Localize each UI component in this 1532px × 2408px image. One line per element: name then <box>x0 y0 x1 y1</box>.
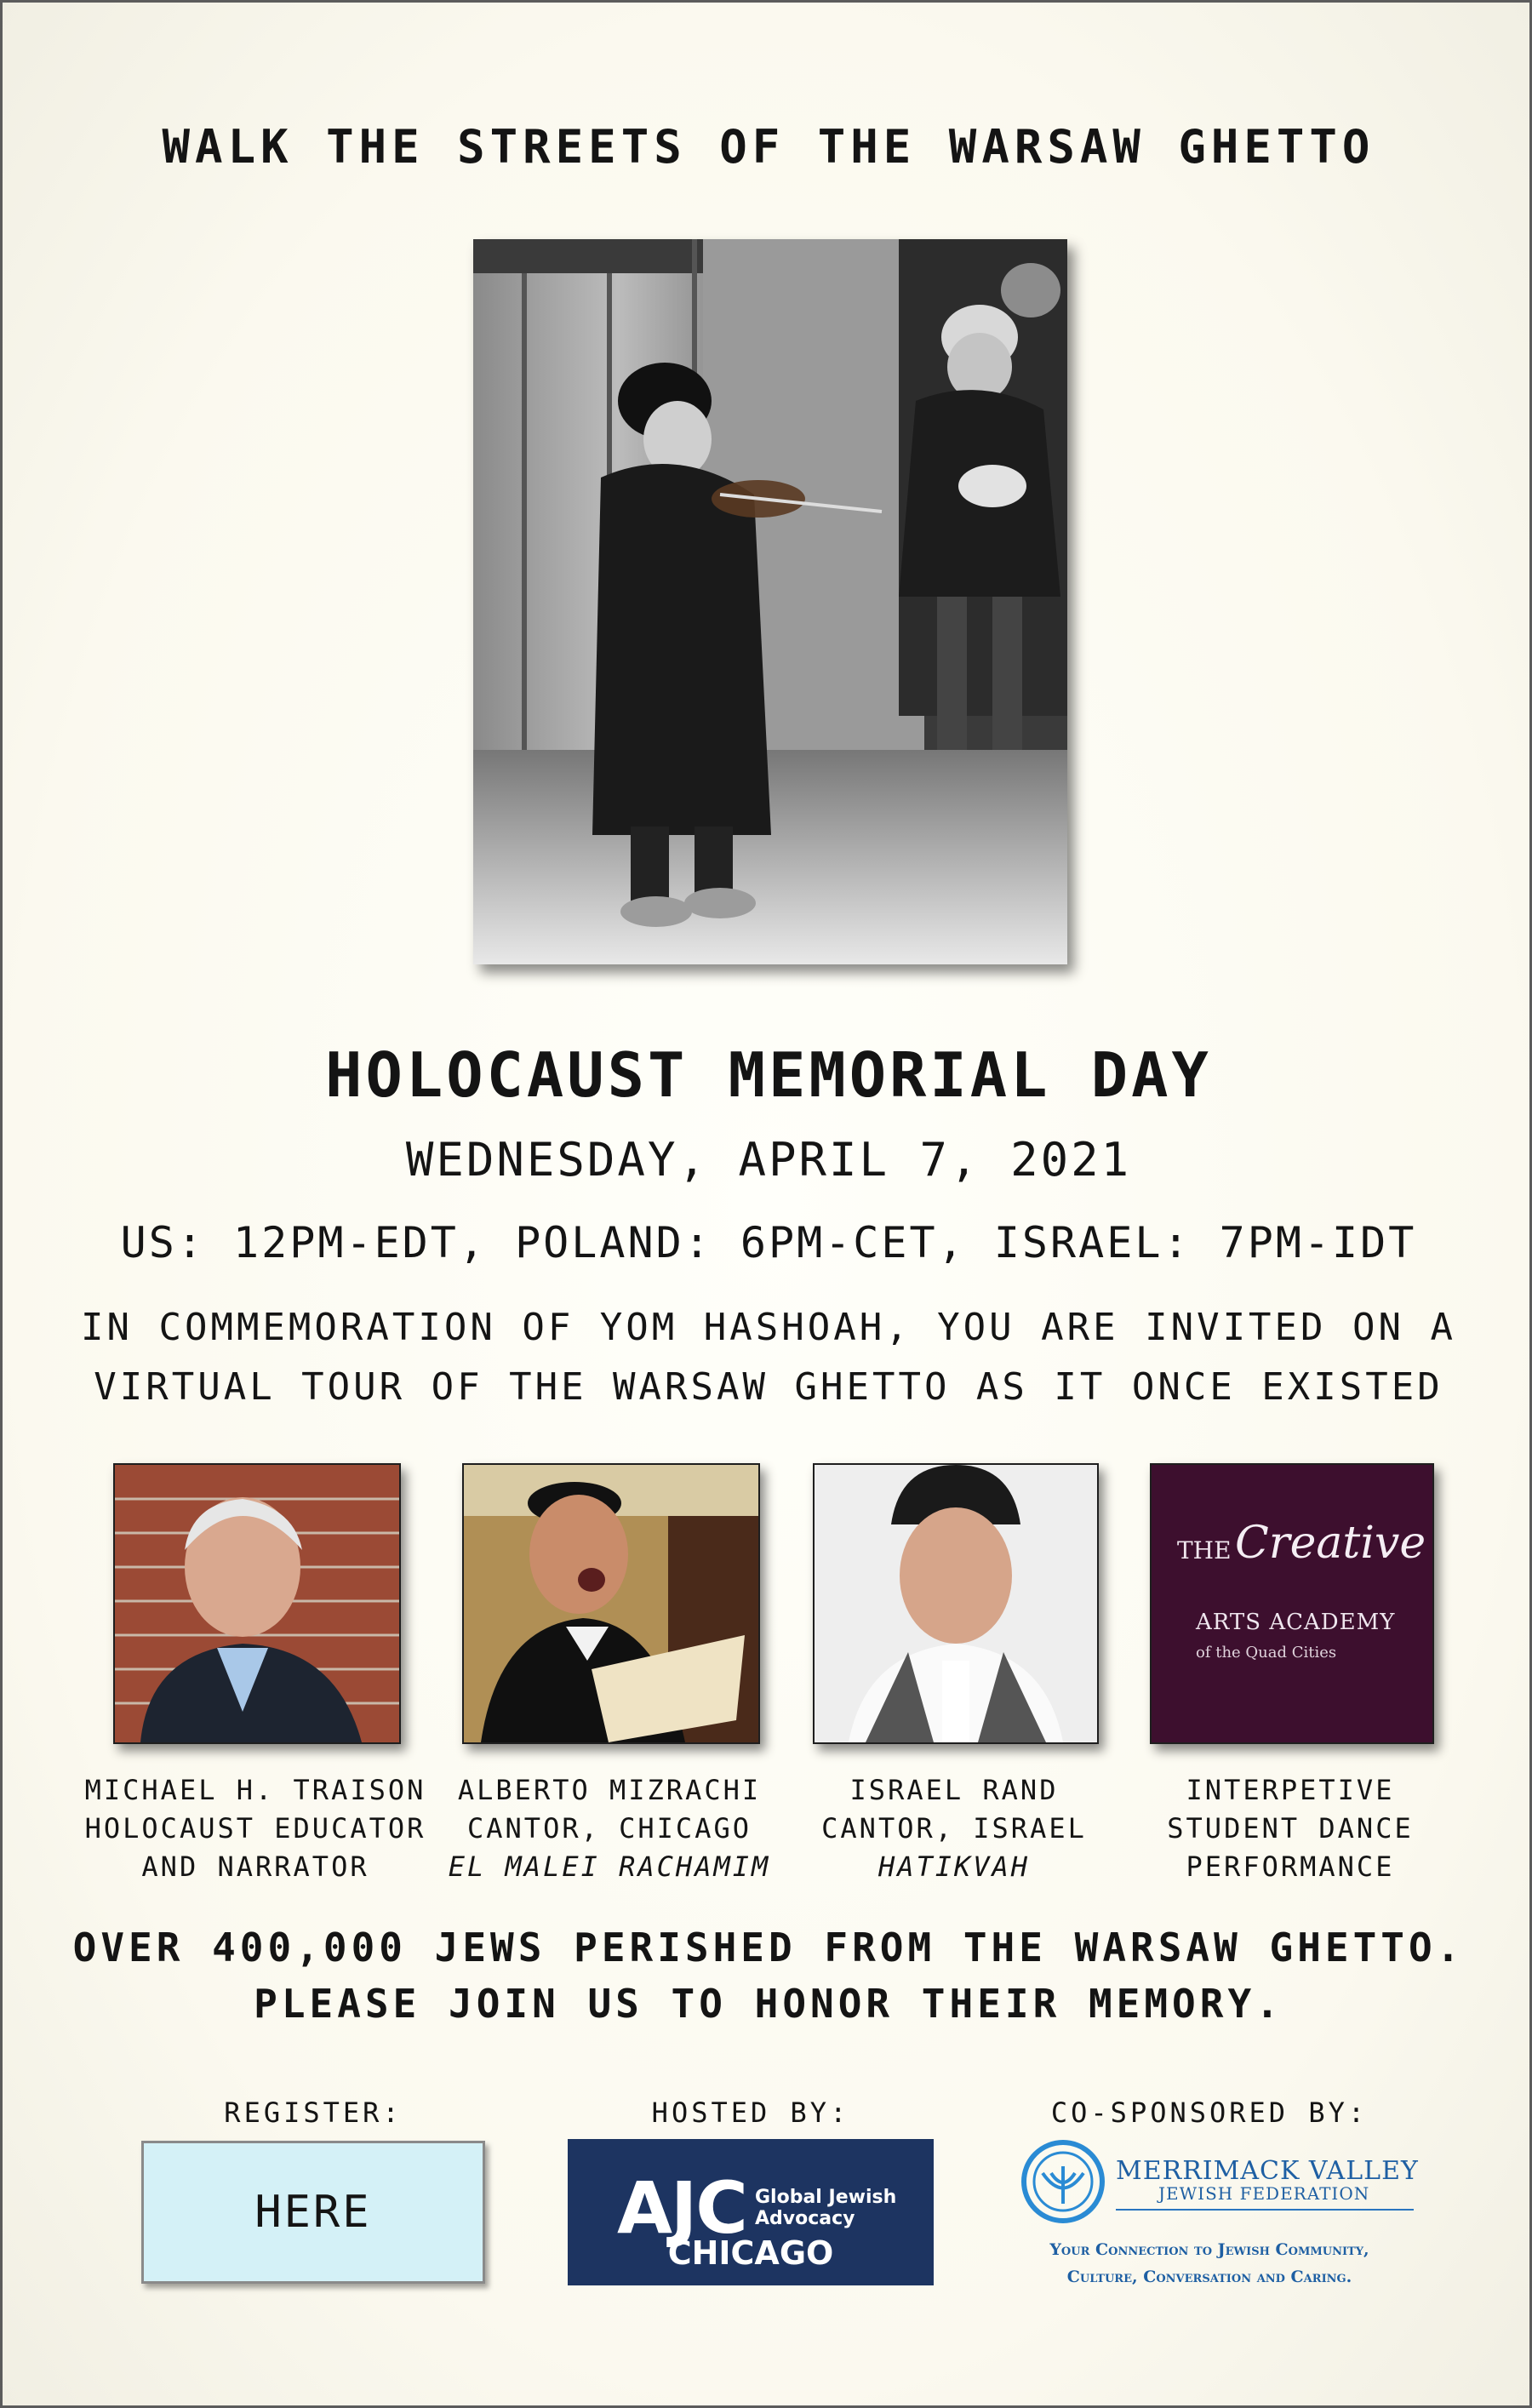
ajc-sub-line-1: Global Jewish <box>755 2187 897 2208</box>
presenter-photo-rand <box>813 1463 1099 1744</box>
event-date: WEDNESDAY, APRIL 7, 2021 <box>405 1133 1132 1187</box>
mvjf-federation: JEWISH FEDERATION <box>1158 2183 1370 2204</box>
caption-line: HOLOCAUST EDUCATOR <box>84 1812 426 1845</box>
ajc-sub-line-2: Advocacy <box>755 2208 855 2229</box>
closing-line-2: PLEASE JOIN US TO HONOR THEIR MEMORY. <box>254 1981 1283 2027</box>
academy-logo-creative: Creative <box>1235 1518 1426 1569</box>
event-times: US: 12PM-EDT, POLAND: 6PM-CET, ISRAEL: 7PM-IDT <box>120 1218 1417 1267</box>
academy-logo-place: of the Quad Cities <box>1196 1644 1337 1662</box>
mvjf-tagline <box>997 2236 1422 2291</box>
register-here-button[interactable]: HERE <box>141 2141 485 2284</box>
caption-line: STUDENT DANCE <box>1167 1812 1414 1845</box>
invite-line-1: IN COMMEMORATION OF YOM HASHOAH, YOU ARE INVITED ON A <box>81 1306 1456 1349</box>
caption-line: PERFORMANCE <box>1186 1850 1395 1883</box>
caption-line: AND NARRATOR <box>141 1850 369 1883</box>
mvjf-tagline-1: Your Connection to Jewish Community, <box>1049 2240 1369 2259</box>
caption-line: CANTOR, CHICAGO <box>467 1812 752 1845</box>
academy-logo-the: THE <box>1177 1536 1232 1564</box>
mizrachi-portrait <box>464 1465 758 1742</box>
header-title: WALK THE STREETS OF THE WARSAW GHETTO <box>162 120 1375 174</box>
mvjf-divider <box>1116 2209 1414 2211</box>
menorah-icon <box>1020 2139 1106 2224</box>
closing-line-1: OVER 400,000 JEWS PERISHED FROM THE WARSAW GHETTO. <box>72 1925 1465 1970</box>
caption-line: CANTOR, ISRAEL <box>821 1812 1087 1845</box>
mvjf-tagline-2: Culture, Conversation and Caring. <box>1066 2268 1352 2286</box>
closing-text <box>3 1919 1532 2032</box>
hero-photo <box>473 239 1067 964</box>
caption-line: ISRAEL RAND <box>849 1774 1059 1806</box>
caption-song: HATIKVAH <box>877 1850 1031 1883</box>
traison-portrait <box>115 1465 399 1742</box>
caption-line: MICHAEL H. TRAISON <box>84 1774 426 1806</box>
creative-arts-academy-logo <box>1150 1463 1434 1744</box>
presenter-caption-rand <box>763 1771 1146 1886</box>
ajc-logo-letters: AJC <box>617 2166 746 2250</box>
caption-line: INTERPETIVE <box>1186 1774 1395 1806</box>
presenter-caption-mizrachi <box>418 1771 801 1886</box>
invite-text <box>3 1298 1532 1417</box>
event-title: HOLOCAUST MEMORIAL DAY <box>325 1039 1212 1111</box>
merrimack-valley-logo[interactable] <box>997 2131 1422 2301</box>
mvjf-name: MERRIMACK VALLEY <box>1116 2156 1419 2186</box>
presenter-photo-traison <box>113 1463 401 1744</box>
rand-portrait <box>815 1465 1097 1742</box>
register-label: REGISTER: <box>224 2096 403 2129</box>
ajc-logo-city: CHICAGO <box>667 2234 834 2272</box>
presenter-caption-dance <box>1099 1771 1482 1886</box>
violinist-photo-illustration <box>473 239 1067 964</box>
hosted-label: HOSTED BY: <box>651 2096 850 2129</box>
caption-line: ALBERTO MIZRACHI <box>457 1774 762 1806</box>
ajc-chicago-logo[interactable] <box>568 2139 934 2285</box>
academy-logo-arts: ARTS ACADEMY <box>1196 1610 1396 1635</box>
ajc-logo-subtitle <box>755 2187 896 2229</box>
invite-line-2: VIRTUAL TOUR OF THE WARSAW GHETTO AS IT ONCE EXISTED <box>94 1365 1443 1409</box>
caption-song: EL MALEI RACHAMIM <box>448 1850 771 1883</box>
presenter-caption-traison <box>64 1771 447 1886</box>
cosponsor-label: CO-SPONSORED BY: <box>1050 2096 1369 2129</box>
presenter-photo-mizrachi <box>462 1463 760 1744</box>
